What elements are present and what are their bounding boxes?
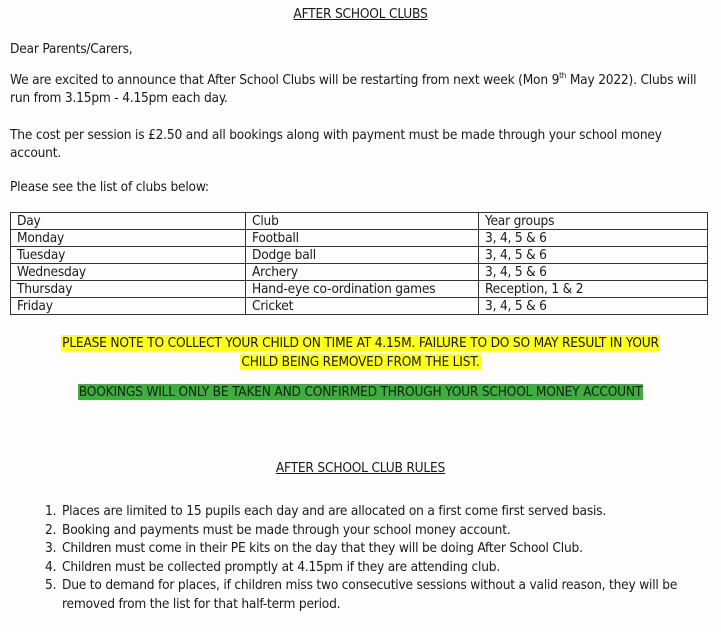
cell-day: Wednesday — [11, 264, 246, 281]
header-year-groups: Year groups — [479, 213, 708, 230]
clubs-table — [10, 212, 708, 315]
table-row — [11, 264, 708, 281]
cell-day: Tuesday — [11, 247, 246, 264]
intro-text-end: May 2022). Clubs will run from 3.15pm - 4.15pm each day. — [10, 72, 697, 106]
rules-title: AFTER SCHOOL CLUB RULES — [275, 460, 446, 476]
table-row — [11, 281, 708, 298]
cell-day: Monday — [11, 230, 246, 247]
cell-club: Archery — [246, 264, 479, 281]
intro-superscript: th — [559, 71, 567, 80]
rule-item: 5. Due to demand for places, if children miss two consecutive sessions without a valid reason, they will be removed from the list for that half-term period. — [60, 576, 720, 613]
cell-year-groups: 3, 4, 5 & 6 — [479, 298, 708, 315]
intro-text-start: We are excited to announce that After School Clubs will be restarting from next week (Mon 9 — [10, 72, 560, 88]
bookings-notice-text: BOOKINGS WILL ONLY BE TAKEN AND CONFIRMED THROUGH YOUR SCHOOL MONEY ACCOUNT — [78, 384, 643, 400]
header-club: Club — [246, 213, 479, 230]
cell-year-groups: Reception, 1 & 2 — [479, 281, 708, 298]
collection-notice-line-2: CHILD BEING REMOVED FROM THE LIST. — [241, 354, 480, 370]
rule-item: 3. Children must come in their PE kits on the day that they will be doing After School Club. — [60, 539, 720, 558]
collection-notice — [0, 334, 721, 372]
cell-club: Cricket — [246, 298, 479, 315]
bookings-notice — [0, 383, 721, 402]
collection-notice-line-1: PLEASE NOTE TO COLLECT YOUR CHILD ON TIME AT 4.15M. FAILURE TO DO SO MAY RESULT IN YOUR — [62, 335, 659, 351]
header-day: Day — [11, 213, 246, 230]
table-row — [11, 298, 708, 315]
cell-day: Friday — [11, 298, 246, 315]
cell-year-groups: 3, 4, 5 & 6 — [479, 247, 708, 264]
rules-list — [36, 502, 720, 613]
rule-item: 2. Booking and payments must be made through your school money account. — [60, 521, 720, 540]
rule-item: 1. Places are limited to 15 pupils each day and are allocated on a first come first served basis. — [60, 502, 720, 521]
cell-club: Hand-eye co-ordination games — [246, 281, 479, 298]
cell-year-groups: 3, 4, 5 & 6 — [479, 264, 708, 281]
cell-club: Dodge ball — [246, 247, 479, 264]
document-title: AFTER SCHOOL CLUBS — [293, 6, 428, 22]
table-row — [11, 230, 708, 247]
table-header-row — [11, 213, 708, 230]
cell-year-groups: 3, 4, 5 & 6 — [479, 230, 708, 247]
cost-paragraph: The cost per session is £2.50 and all bookings along with payment must be made through your school money account. — [10, 127, 662, 161]
list-intro: Please see the list of clubs below: — [10, 179, 209, 195]
cell-club: Football — [246, 230, 479, 247]
intro-paragraph — [10, 71, 710, 107]
cell-day: Thursday — [11, 281, 246, 298]
salutation: Dear Parents/Carers, — [10, 41, 133, 57]
table-row — [11, 247, 708, 264]
rule-item: 4. Children must be collected promptly at 4.15pm if they are attending club. — [60, 558, 720, 577]
